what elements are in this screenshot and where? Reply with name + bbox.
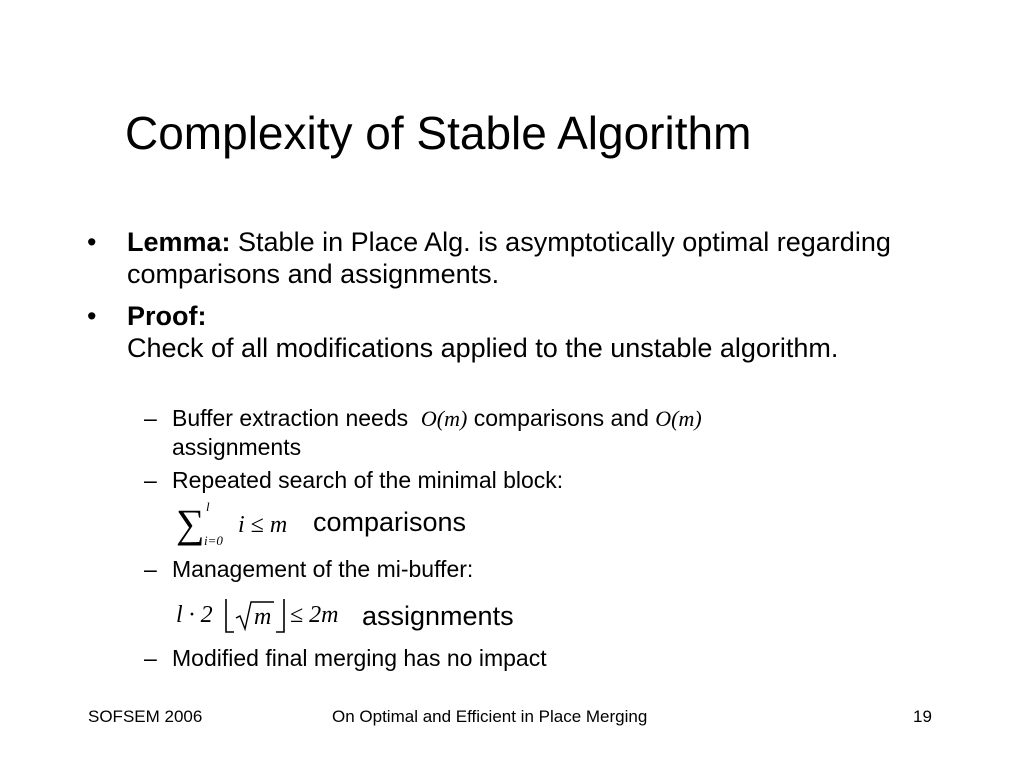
sum-upper-limit: l: [206, 499, 210, 514]
sub-management: Management of the mi-buffer:: [172, 556, 474, 582]
bullet-marker: •: [87, 227, 97, 257]
sub-buffer-extraction: [172, 404, 952, 461]
buffer-pre-text: Buffer extraction needs: [172, 405, 409, 431]
sub-marker: –: [144, 645, 157, 671]
lemma-text: Stable in Place Alg. is asymptotically optimal regarding comparisons and assignments.: [127, 227, 891, 289]
proof-text: Check of all modifications applied to the unstable algorithm.: [127, 333, 839, 363]
buffer-mid-text: comparisons and: [473, 405, 649, 431]
bullet-lemma: [127, 226, 927, 290]
sqrt-content: m: [254, 604, 272, 630]
sum-formula: [176, 500, 316, 552]
floor-right: ≤ 2m: [290, 602, 339, 628]
footer-title: On Optimal and Efficient in Place Merging: [332, 707, 648, 726]
sub-repeated-search: Repeated search of the minimal block:: [172, 467, 564, 493]
page-number: 19: [913, 707, 932, 726]
buffer-post-text: assignments: [172, 434, 302, 460]
big-o-math: O(m): [420, 406, 468, 431]
sub-marker: –: [144, 405, 157, 431]
sub-final-merging: Modified final merging has no impact: [172, 645, 547, 671]
slide-title: Complexity of Stable Algorithm: [125, 107, 752, 159]
lemma-label: Lemma:: [127, 227, 231, 257]
sum-sign: ∑: [176, 501, 205, 546]
bullet-marker: •: [87, 301, 97, 331]
sum-comparisons-label: comparisons: [313, 507, 467, 537]
floor-assignments-label: assignments: [362, 601, 514, 631]
footer-conference: SOFSEM 2006: [88, 707, 203, 726]
bullet-proof: [127, 300, 887, 364]
floor-left: l · 2: [176, 602, 213, 628]
big-o-math: O(m): [655, 406, 702, 431]
floor-formula: [176, 596, 356, 636]
sum-lower-limit: i=0: [204, 533, 223, 548]
sub-marker: –: [144, 556, 157, 582]
proof-label: Proof:: [127, 301, 207, 331]
sub-marker: –: [144, 467, 157, 493]
sum-body: i ≤ m: [238, 512, 288, 538]
